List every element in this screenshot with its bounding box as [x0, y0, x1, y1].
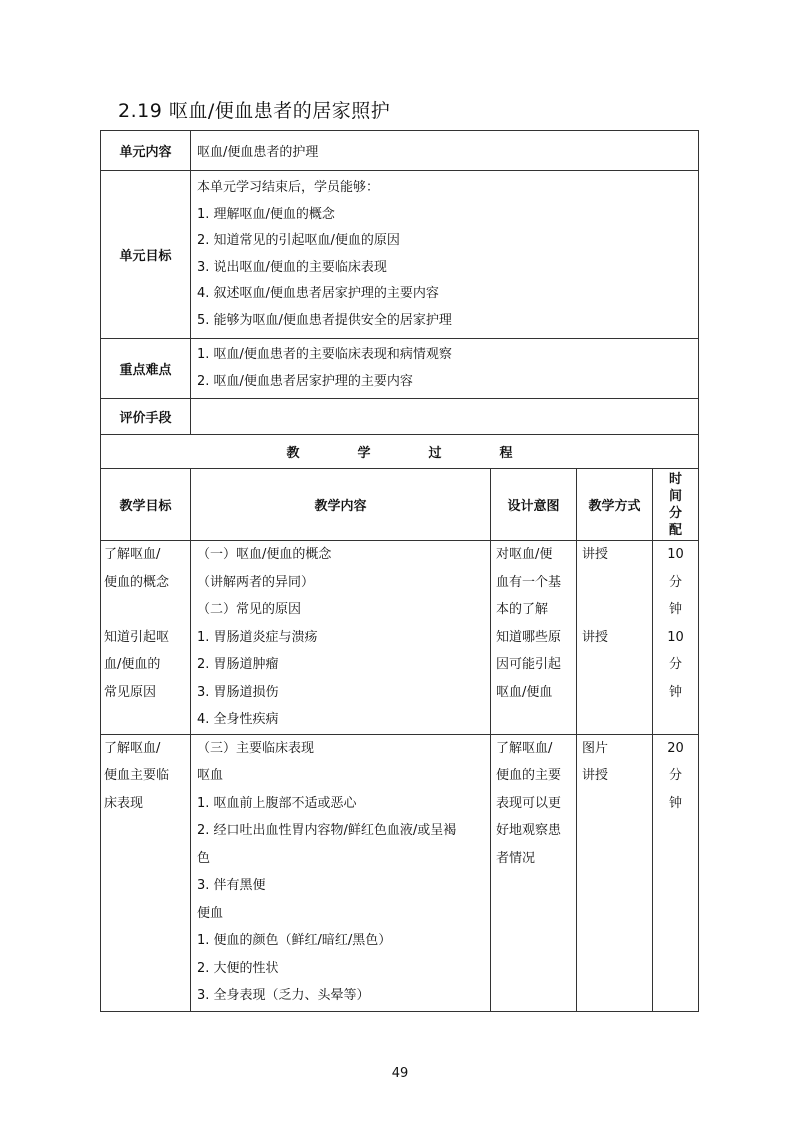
block1-goal: 了解呕血/ 便血的概念 知道引起呕 血/便血的 常见原因 [101, 541, 191, 735]
row-unit-goals [101, 171, 699, 339]
unit-goals-list [191, 171, 699, 339]
key-point-line: 1. 呕血/便血患者的主要临床表现和病情观察 [197, 347, 452, 362]
table-row [101, 734, 699, 1011]
block1-time: 10 分 钟 10 分 钟 [653, 541, 699, 735]
unit-goal-line: 本单元学习结束后，学员能够： [197, 180, 380, 195]
evaluation-value [191, 399, 699, 435]
block2-design: 了解呕血/ 便血的主要 表现可以更 好地观察患 者情况 [491, 734, 577, 1011]
key-points-label: 重点难点 [101, 339, 191, 399]
unit-goal-line: 5. 能够为呕血/便血患者提供安全的居家护理 [197, 312, 452, 328]
row-evaluation [101, 399, 699, 435]
unit-content-value: 呕血/便血患者的护理 [191, 131, 699, 171]
unit-content-label: 单元内容 [101, 131, 191, 171]
process-header: 教学过程 [101, 435, 699, 469]
block1-content: （一）呕血/便血的概念 （讲解两者的异同） （二）常见的原因 1. 胃肠道炎症与溃疡 2. 胃肠道肿瘤 3. 胃肠道损伤 4. 全身性疾病 [191, 541, 491, 735]
col-header-goal: 教学目标 [101, 469, 191, 541]
block1-design: 对呕血/便 血有一个基 本的了解 知道哪些原 因可能引起 呕血/便血 [491, 541, 577, 735]
table-row [101, 541, 699, 735]
lesson-plan-table [100, 130, 699, 1012]
block2-time: 20 分 钟 [653, 734, 699, 1011]
unit-goal-line: 3. 说出呕血/便血的主要临床表现 [197, 259, 387, 275]
evaluation-label: 评价手段 [101, 399, 191, 435]
block2-goal: 了解呕血/ 便血主要临 床表现 [101, 734, 191, 1011]
col-header-content: 教学内容 [191, 469, 491, 541]
col-header-time: 时 间 分 配 [653, 469, 699, 541]
col-header-method: 教学方式 [577, 469, 653, 541]
unit-goal-line: 4. 叙述呕血/便血患者居家护理的主要内容 [197, 286, 439, 301]
row-unit-content [101, 131, 699, 171]
col-header-design: 设计意图 [491, 469, 577, 541]
row-key-points [101, 339, 699, 399]
unit-goal-line: 2. 知道常见的引起呕血/便血的原因 [197, 233, 400, 248]
block1-method: 讲授 讲授 [577, 541, 653, 735]
unit-goal-line: 1. 理解呕血/便血的概念 [197, 206, 335, 222]
block2-content: （三）主要临床表现 呕血 1. 呕血前上腹部不适或恶心 2. 经口吐出血性胃内容物/鲜红色血液/或呈褐 色 3. 伴有黑便 便血 1. 便血的颜色（鲜红/暗红/黑色） 2. 大便的性状 3. 全身表现（乏力、头晕等） [191, 734, 491, 1011]
row-process-header [101, 435, 699, 469]
section-title: 2.19 呕血/便血患者的居家照护 [118, 100, 391, 122]
unit-goals-label: 单元目标 [101, 171, 191, 339]
page-number: 49 [391, 1066, 409, 1081]
key-point-line: 2. 呕血/便血患者居家护理的主要内容 [197, 373, 413, 389]
block2-method: 图片 讲授 [577, 734, 653, 1011]
key-points-list [191, 339, 699, 399]
row-column-headers [101, 469, 699, 541]
